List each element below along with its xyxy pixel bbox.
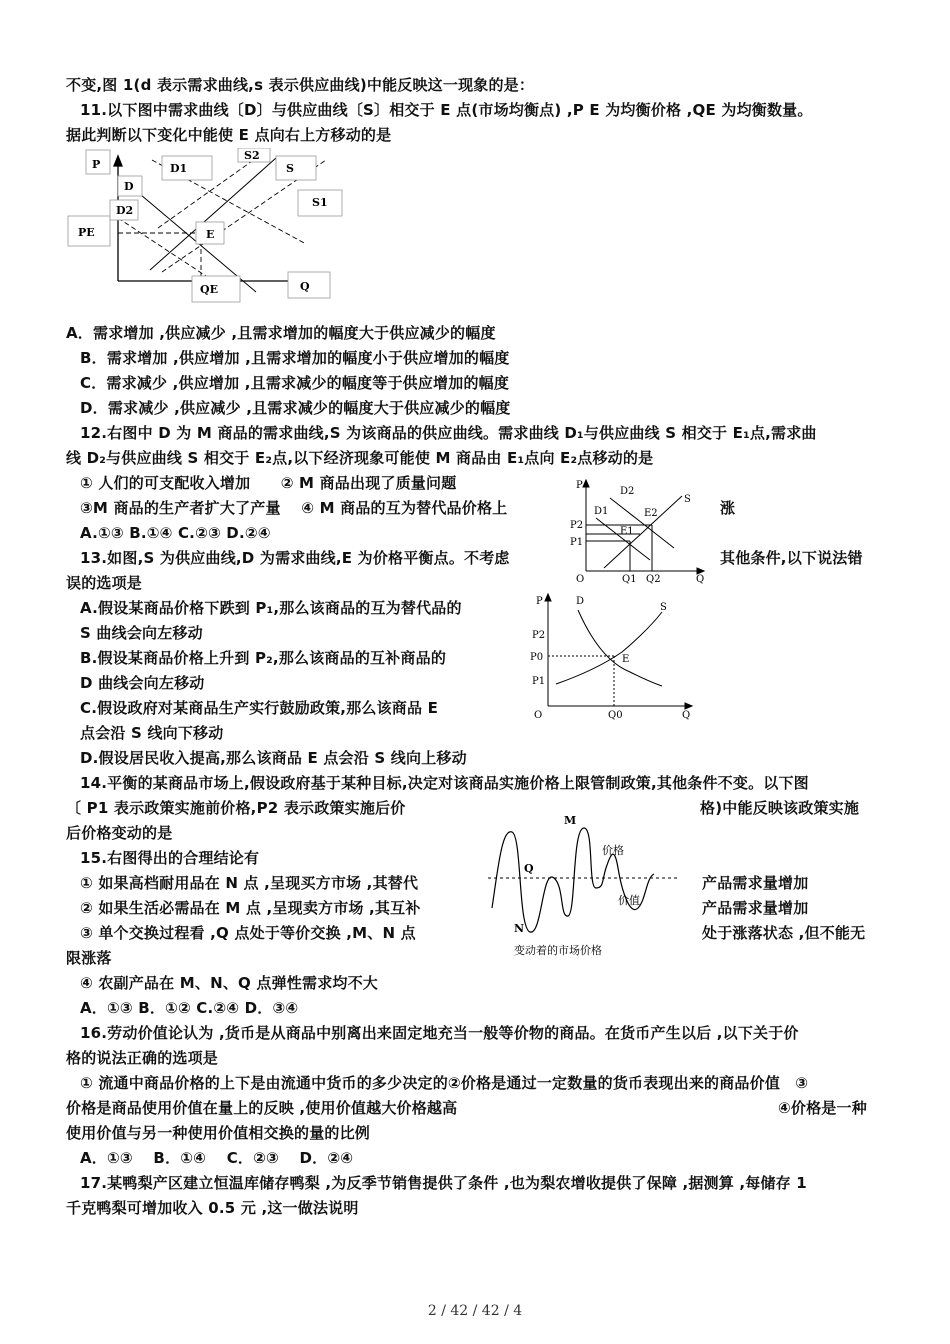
text-line: 使用价值与另一种使用价值相交换的量的比例	[66, 1124, 371, 1142]
text-line: 后价格变动的是	[66, 824, 173, 842]
label-p: P	[536, 596, 543, 607]
label-e: E	[622, 654, 630, 665]
text-line: ① 人们的可支配收入增加 ② M 商品出现了质量问题	[80, 474, 457, 492]
label-price: 价格	[602, 844, 624, 857]
text-line: 产品需求量增加	[702, 899, 809, 917]
text-line: 涨	[720, 499, 736, 517]
label-d2: D2	[116, 204, 134, 217]
label-o: O	[534, 710, 543, 721]
text-line: 格的说法正确的选项是	[66, 1049, 219, 1067]
label-s: S	[286, 162, 294, 175]
label-q1: Q1	[622, 574, 637, 585]
text-line: 其他条件,以下说法错	[720, 549, 863, 567]
label-d2: D2	[620, 486, 635, 497]
text-line: ④价格是一种	[778, 1099, 867, 1117]
label-e2: E2	[644, 508, 658, 519]
text-line: ③ 单个交换过程看 ,Q 点处于等价交换 ,M、N 点	[80, 924, 416, 942]
figure-13-supply-demand	[520, 590, 696, 732]
text-line: 限涨落	[66, 949, 112, 967]
text-line: 据此判断以下变化中能使 E 点向右上方移动的是	[66, 126, 392, 144]
label-m: M	[564, 814, 577, 827]
label-qe: QE	[200, 283, 218, 296]
label-e1: E1	[620, 526, 634, 537]
text-line: ① 流通中商品价格的上下是由流通中货币的多少决定的②价格是通过一定数量的货币表现出来的商品价值 ③	[80, 1074, 809, 1092]
figure-caption: 变动着的市场价格	[514, 944, 602, 957]
text-line: ② 如果生活必需品在 M 点 ,呈现卖方市场 ,其互补	[80, 899, 421, 917]
text-line: A．需求增加 ,供应减少 ,且需求增加的幅度大于供应减少的幅度	[66, 324, 496, 342]
text-line: D．需求减少 ,供应减少 ,且需求减少的幅度大于供应减少的幅度	[80, 399, 511, 417]
label-p: P	[92, 158, 101, 171]
text-line: C.假设政府对某商品生产实行鼓励政策,那么该商品 E	[80, 699, 439, 717]
label-p: P	[576, 480, 583, 491]
label-o: O	[576, 574, 585, 585]
text-line: D 曲线会向左移动	[80, 674, 205, 692]
label-p2: P2	[532, 630, 546, 641]
figure-12-supply-demand	[564, 478, 710, 594]
label-p1: P1	[570, 537, 584, 548]
label-d: D	[124, 180, 134, 193]
figure-15-market-price	[484, 808, 690, 964]
label-p2: P2	[570, 520, 584, 531]
text-line: 格)中能反映该政策实施	[700, 799, 860, 817]
figure-11-supply-demand	[66, 148, 356, 317]
text-line: B.假设某商品价格上升到 P₂,那么该商品的互补商品的	[80, 649, 447, 667]
text-line: A.①③ B.①④ C.②③ D.②④	[80, 524, 271, 542]
label-e: E	[206, 228, 215, 241]
label-d1: D1	[170, 162, 188, 175]
label-q: Q	[682, 710, 691, 721]
text-line: 价格是商品使用价值在量上的反映 ,使用价值越大价格越高	[66, 1099, 458, 1117]
text-line: C．需求减少 ,供应增加 ,且需求减少的幅度等于供应增加的幅度	[80, 374, 510, 392]
text-line: A.假设某商品价格下跌到 P₁,那么该商品的互为替代品的	[80, 599, 462, 617]
text-line: 15.右图得出的合理结论有	[80, 849, 260, 867]
text-line: ① 如果高档耐用品在 N 点 ,呈现买方市场 ,其替代	[80, 874, 419, 892]
label-s: S	[660, 602, 667, 613]
text-line: 11.以下图中需求曲线〔D〕与供应曲线〔S〕相交于 E 点(市场均衡点) ,P E 为均衡价格 ,QE 为均衡数量。	[80, 101, 813, 119]
text-line: D.假设居民收入提高,那么该商品 E 点会沿 S 线向上移动	[80, 749, 467, 767]
label-d: D	[576, 596, 585, 607]
text-line: ③M 商品的生产者扩大了产量 ④ M 商品的互为替代品价格上	[80, 499, 508, 517]
label-q0: Q0	[608, 710, 623, 721]
label-q: Q	[524, 862, 534, 875]
text-line: 12.右图中 D 为 M 商品的需求曲线,S 为该商品的供应曲线。需求曲线 D₁与供应曲线 S 相交于 E₁点,需求曲	[80, 424, 817, 442]
text-line: 千克鸭梨可增加收入 0.5 元 ,这一做法说明	[66, 1199, 359, 1217]
label-q2: Q2	[646, 574, 661, 585]
label-d1: D1	[594, 506, 609, 517]
text-line: 14.平衡的某商品市场上,假设政府基于某种目标,决定对该商品实施价格上限管制政策,其他条件不变。以下图	[80, 774, 809, 792]
text-line: 线 D₂与供应曲线 S 相交于 E₂点,以下经济现象可能使 M 商品由 E₁点向 E₂点移动的是	[66, 449, 654, 467]
text-line: 〔 P1 表示政策实施前价格,P2 表示政策实施后价	[66, 799, 406, 817]
text-line: A．①③ B．①④ C．②③ D．②④	[80, 1149, 354, 1167]
label-s2: S2	[244, 149, 260, 162]
page-footer: 2 / 42 / 42 / 4	[427, 1303, 523, 1319]
label-q: Q	[300, 280, 310, 293]
label-p0: P0	[530, 652, 544, 663]
label-s: S	[684, 494, 691, 505]
text-line: 误的选项是	[66, 574, 143, 592]
text-line: 产品需求量增加	[702, 874, 809, 892]
label-n: N	[514, 922, 525, 935]
label-q: Q	[696, 574, 705, 585]
text-line: 17.某鸭梨产区建立恒温库储存鸭梨 ,为反季节销售提供了条件 ,也为梨农增收提供了保障 ,据测算 ,每储存 1	[80, 1174, 807, 1192]
text-line: B．需求增加 ,供应增加 ,且需求增加的幅度小于供应增加的幅度	[80, 349, 510, 367]
text-line: 13.如图,S 为供应曲线,D 为需求曲线,E 为价格平衡点。不考虑	[80, 549, 510, 567]
text-line: 点会沿 S 线向下移动	[80, 724, 224, 742]
text-line: A．①③ B．①② C.②④ D．③④	[80, 999, 299, 1017]
text-line: 不变,图 1(d 表示需求曲线,s 表示供应曲线)中能反映这一现象的是：	[66, 76, 535, 94]
label-value: 价值	[618, 894, 640, 907]
text-line: 16.劳动价值论认为 ,货币是从商品中别离出来固定地充当一般等价物的商品。在货币产生以后 ,以下关于价	[80, 1024, 799, 1042]
label-pe: PE	[78, 226, 95, 239]
label-p1: P1	[532, 676, 546, 687]
text-line: 处于涨落状态 ,但不能无	[702, 924, 866, 942]
text-line: ④ 农副产品在 M、N、Q 点弹性需求均不大	[80, 974, 379, 992]
label-s1: S1	[312, 196, 328, 209]
text-line: S 曲线会向左移动	[80, 624, 203, 642]
